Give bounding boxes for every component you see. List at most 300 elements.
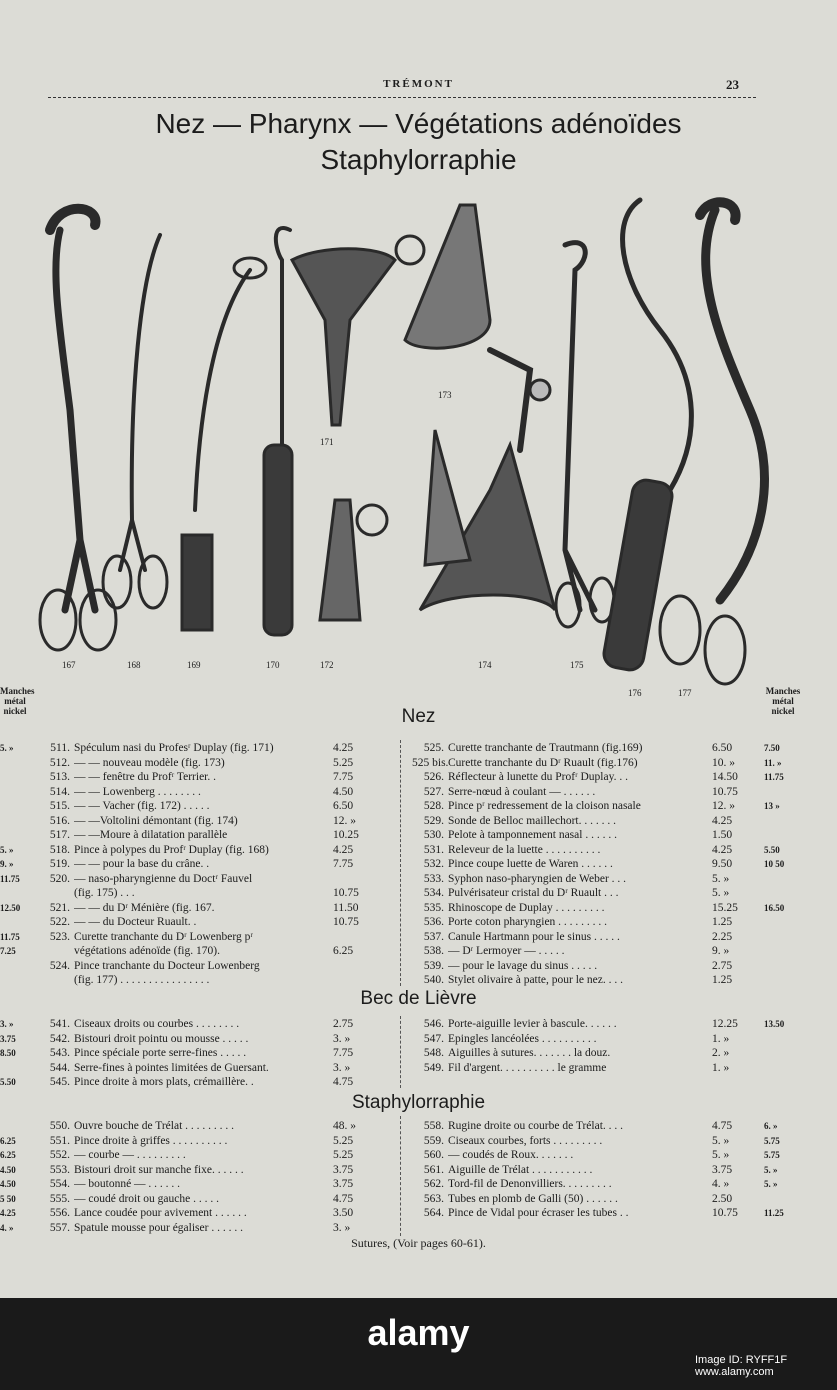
list-item bbox=[412, 785, 764, 799]
item-nickel-price: 7.50 bbox=[764, 743, 780, 753]
item-price: 15.25 bbox=[712, 901, 738, 914]
list-item bbox=[412, 756, 782, 770]
item-price: 3.75 bbox=[333, 1178, 354, 1190]
item-price: 2.75 bbox=[712, 959, 733, 972]
item-price: 3.50 bbox=[333, 1207, 354, 1219]
item-description: — — pour la base du crâne. . bbox=[74, 858, 210, 870]
figure-label-171: 171 bbox=[320, 437, 334, 447]
item-description: Pince spéciale porte serre-fines . . . . . bbox=[74, 1047, 247, 1059]
item-description: Pince droite à griffes . . . . . . . . . . bbox=[74, 1134, 228, 1147]
list-item bbox=[0, 857, 394, 871]
instrument-170 bbox=[276, 228, 290, 450]
item-number: 538. bbox=[423, 945, 444, 957]
item-description: Epingles lancéolées . . . . . . . . . . bbox=[448, 1032, 597, 1045]
item-number: 520. bbox=[49, 872, 70, 885]
item-nickel-price: 3. » bbox=[0, 1019, 14, 1029]
item-nickel-price: 7.25 bbox=[0, 946, 16, 956]
item-description: Porte-aiguille levier à bascule. . . . . . bbox=[448, 1018, 617, 1030]
page-subtitle: Staphylorraphie bbox=[320, 144, 517, 175]
item-description: Lance coudée pour avivement . . . . . . bbox=[74, 1207, 247, 1219]
item-number: 559. bbox=[423, 1134, 444, 1147]
item-number: 542. bbox=[49, 1032, 70, 1045]
list-item bbox=[412, 857, 785, 871]
item-number: 521. bbox=[49, 901, 70, 914]
figure-label-169: 169 bbox=[187, 660, 201, 670]
figure-label-172: 172 bbox=[320, 660, 334, 670]
item-description: Ciseaux courbes, forts . . . . . . . . . bbox=[448, 1134, 603, 1147]
item-price: 10.75 bbox=[712, 1207, 738, 1219]
item-number: 524. bbox=[49, 959, 70, 972]
item-number: 545. bbox=[49, 1076, 70, 1088]
item-description: — —Voltolini démontant (fig. 174) bbox=[74, 814, 238, 827]
item-number: 516. bbox=[49, 814, 70, 827]
instrument-172 bbox=[320, 500, 360, 620]
footnote: Sutures, (Voir pages 60-61). bbox=[351, 1236, 486, 1250]
item-number: 561. bbox=[423, 1163, 444, 1176]
item-description: Syphon naso-pharyngien de Weber . . . bbox=[448, 872, 627, 885]
instrument-illustrations bbox=[20, 190, 820, 700]
column-divider bbox=[400, 1016, 401, 1088]
publisher-header: TRÉMONT bbox=[383, 78, 454, 90]
list-item bbox=[38, 973, 394, 987]
item-description: Tord-fil de Denonvilliers. . . . . . . . . bbox=[448, 1178, 612, 1190]
list-item bbox=[38, 886, 394, 900]
list-item bbox=[0, 1075, 394, 1089]
item-nickel-price: 11.75 bbox=[0, 873, 20, 884]
list-item bbox=[0, 1134, 394, 1148]
item-number: 515. bbox=[49, 800, 70, 812]
item-number: 549. bbox=[423, 1061, 444, 1074]
list-item bbox=[0, 1206, 394, 1220]
item-number: 563. bbox=[423, 1192, 444, 1205]
list-item bbox=[38, 828, 394, 842]
list-item bbox=[38, 770, 394, 784]
item-price: 5. » bbox=[712, 1149, 730, 1161]
item-description: — coudés de Roux. . . . . . . bbox=[448, 1149, 574, 1161]
column-header-word: Manches bbox=[0, 686, 35, 696]
item-number: 512. bbox=[49, 756, 70, 769]
item-description: végétations adénoïde (fig. 170). bbox=[74, 945, 220, 957]
item-description: Curette tranchante du Dʳ Ruault (fig.176) bbox=[448, 756, 638, 769]
item-price: 6.50 bbox=[712, 742, 733, 754]
item-number: 546. bbox=[423, 1018, 444, 1030]
list-item bbox=[0, 1148, 394, 1162]
item-nickel-price: 5. » bbox=[764, 1164, 778, 1175]
list-item bbox=[38, 959, 394, 973]
item-number: 547. bbox=[423, 1032, 444, 1045]
list-item bbox=[0, 872, 394, 886]
item-nickel-price: 5.50 bbox=[0, 1077, 16, 1087]
item-number: 518. bbox=[49, 843, 70, 856]
item-number: 533. bbox=[423, 872, 444, 885]
item-description: — coudé droit ou gauche . . . . . bbox=[74, 1192, 219, 1205]
item-description: Réflecteur à lunette du Profʳ Duplay. . . bbox=[448, 771, 628, 783]
list-item bbox=[0, 1046, 394, 1060]
instrument-177-ring bbox=[660, 596, 700, 664]
item-price: 5. » bbox=[712, 887, 730, 899]
list-item bbox=[412, 741, 780, 755]
list-item bbox=[38, 799, 394, 813]
item-nickel-price: 13.50 bbox=[764, 1019, 785, 1029]
list-item bbox=[0, 1192, 394, 1206]
list-item bbox=[38, 785, 394, 799]
item-nickel-price: 11.75 bbox=[0, 931, 20, 942]
item-number: 531. bbox=[423, 843, 444, 856]
item-description: Curette tranchante de Trautmann (fig.169) bbox=[448, 742, 643, 754]
item-price: 4.75 bbox=[712, 1120, 733, 1132]
item-nickel-price: 11. » bbox=[764, 757, 782, 768]
item-number: 550. bbox=[49, 1120, 70, 1132]
item-price: 9.50 bbox=[712, 858, 733, 870]
list-item bbox=[412, 959, 764, 973]
list-item bbox=[0, 741, 394, 755]
figure-label-177: 177 bbox=[678, 688, 692, 698]
list-item bbox=[0, 930, 394, 944]
item-description: Spéculum nasi du Profesʳ Duplay (fig. 171) bbox=[74, 742, 274, 754]
instrument-169-cup bbox=[234, 258, 266, 278]
item-description: Aiguilles à sutures. . . . . . . la douz. bbox=[448, 1047, 611, 1059]
item-description: Fil d'argent. . . . . . . . . . le gramme bbox=[448, 1061, 607, 1074]
figure-label-175: 175 bbox=[570, 660, 584, 670]
instrument-177-ring2 bbox=[705, 616, 745, 684]
list-item bbox=[0, 944, 394, 958]
item-description: — — Vacher (fig. 172) . . . . . bbox=[74, 800, 210, 812]
item-nickel-price: 9. » bbox=[0, 859, 14, 869]
list-item bbox=[0, 1221, 394, 1235]
instrument-167-ring2 bbox=[80, 590, 116, 650]
item-number: 557. bbox=[49, 1221, 70, 1234]
item-number: 528. bbox=[423, 800, 444, 812]
item-nickel-price: 4.50 bbox=[0, 1164, 16, 1175]
item-number: 552. bbox=[49, 1149, 70, 1161]
list-item bbox=[412, 1134, 780, 1148]
item-number: 541. bbox=[49, 1018, 70, 1030]
item-nickel-price: 5.75 bbox=[764, 1135, 780, 1146]
instrument-169-handle bbox=[182, 535, 212, 630]
column-header-word: métal bbox=[4, 696, 26, 706]
instrument-167-tip bbox=[50, 209, 95, 230]
list-item bbox=[412, 828, 764, 842]
instrument-175 bbox=[565, 243, 595, 610]
figure-label-168: 168 bbox=[127, 660, 141, 670]
item-nickel-price: 5 50 bbox=[0, 1193, 16, 1204]
item-description: Pince de Vidal pour écraser les tubes . . bbox=[448, 1207, 629, 1219]
list-item bbox=[412, 1192, 764, 1206]
item-description: Ciseaux droits ou courbes . . . . . . . . bbox=[74, 1018, 240, 1030]
item-price: 5. » bbox=[712, 872, 730, 885]
item-number: 548. bbox=[423, 1047, 444, 1059]
item-number: 513. bbox=[49, 771, 70, 783]
item-description: Tubes en plomb de Galli (50) . . . . . . bbox=[448, 1192, 618, 1205]
instrument-173-arm bbox=[490, 350, 530, 450]
item-price: 12.25 bbox=[712, 1018, 738, 1030]
instrument-177 bbox=[706, 210, 765, 600]
section-title-nez: Nez bbox=[401, 706, 436, 727]
item-description: — — fenêtre du Profʳ Terrier. . bbox=[74, 771, 216, 783]
list-item bbox=[38, 814, 394, 828]
item-price: 1.50 bbox=[712, 829, 733, 841]
list-item bbox=[412, 915, 764, 929]
item-description: Curette tranchante du Dʳ Lowenberg pʳ bbox=[74, 930, 253, 943]
item-description: Stylet olivaire à patte, pour le nez. . . . bbox=[448, 974, 623, 986]
instrument-170-handle bbox=[264, 445, 292, 635]
item-number: 556. bbox=[49, 1207, 70, 1219]
list-item bbox=[412, 1163, 778, 1177]
item-number: 525. bbox=[423, 742, 444, 754]
item-description: Pince tranchante du Docteur Lowenberg bbox=[74, 959, 260, 972]
item-description: Porte coton pharyngien . . . . . . . . . bbox=[448, 916, 608, 928]
list-item bbox=[412, 814, 764, 828]
item-nickel-price: 5.75 bbox=[764, 1150, 780, 1160]
item-number: 539. bbox=[423, 959, 444, 972]
instrument-167-ring bbox=[40, 590, 76, 650]
item-description: Ouvre bouche de Trélat . . . . . . . . . bbox=[74, 1120, 235, 1132]
item-price: 4.50 bbox=[333, 785, 354, 798]
list-item bbox=[0, 1163, 394, 1177]
item-number: 514. bbox=[49, 785, 70, 798]
list-item bbox=[412, 944, 764, 958]
item-description: Serre-nœud à coulant — . . . . . . bbox=[448, 785, 596, 798]
item-description: — courbe — . . . . . . . . . bbox=[74, 1149, 186, 1161]
item-number: 553. bbox=[49, 1163, 70, 1176]
instrument-168-ring2 bbox=[139, 556, 167, 608]
item-price: 3. » bbox=[333, 1061, 351, 1074]
list-item bbox=[0, 901, 394, 915]
item-number: 551. bbox=[49, 1134, 70, 1147]
item-description: Sonde de Belloc maillechort. . . . . . . bbox=[448, 814, 616, 827]
item-number: 560. bbox=[423, 1149, 444, 1161]
figure-label-167: 167 bbox=[62, 660, 76, 670]
instrument-169 bbox=[195, 270, 250, 510]
item-number: 529. bbox=[423, 814, 444, 827]
item-price: 2.25 bbox=[712, 930, 733, 943]
item-price: 7.75 bbox=[333, 771, 354, 783]
item-price: 4.75 bbox=[333, 1076, 354, 1088]
watermark-url: www.alamy.com bbox=[695, 1366, 774, 1378]
watermark-image-id: Image ID: RYFF1F bbox=[695, 1354, 788, 1366]
instrument-176-handle bbox=[602, 478, 674, 672]
item-description: — pour le lavage du sinus . . . . . bbox=[448, 959, 598, 972]
item-price: 5. » bbox=[712, 1134, 730, 1147]
figure-label-173: 173 bbox=[438, 390, 452, 400]
list-item bbox=[412, 799, 780, 813]
item-price: 4. » bbox=[712, 1178, 730, 1190]
item-number: 555. bbox=[49, 1192, 70, 1205]
list-item bbox=[38, 1119, 394, 1133]
list-item bbox=[412, 1032, 764, 1046]
item-price: 4.75 bbox=[333, 1192, 354, 1205]
item-price: 3. » bbox=[333, 1221, 351, 1234]
item-number: 544. bbox=[49, 1061, 70, 1074]
item-price: 10.75 bbox=[712, 785, 738, 798]
item-price: 4.25 bbox=[333, 742, 354, 754]
list-item bbox=[412, 843, 780, 857]
item-description: Aiguille de Trélat . . . . . . . . . . . bbox=[448, 1163, 593, 1176]
item-description: — — nouveau modèle (fig. 173) bbox=[74, 756, 225, 769]
instrument-176 bbox=[623, 200, 692, 490]
item-price: 4.25 bbox=[712, 814, 733, 827]
item-price: 7.75 bbox=[333, 1047, 354, 1059]
list-item bbox=[412, 770, 784, 784]
item-nickel-price: 8.50 bbox=[0, 1048, 16, 1058]
item-nickel-price: 16.50 bbox=[764, 902, 785, 913]
item-price: 5.25 bbox=[333, 1134, 354, 1147]
item-price: 7.75 bbox=[333, 858, 354, 870]
instrument-168 bbox=[120, 235, 160, 570]
item-description: Bistouri droit sur manche fixe. . . . . . bbox=[74, 1163, 244, 1176]
item-number: 519. bbox=[49, 858, 70, 870]
item-number: 562. bbox=[423, 1178, 444, 1190]
item-description: Pulvérisateur cristal du Dʳ Ruault . . . bbox=[448, 887, 619, 899]
item-nickel-price: 5.50 bbox=[764, 844, 780, 855]
figure-label-174: 174 bbox=[478, 660, 492, 670]
item-nickel-price: 13 » bbox=[764, 801, 780, 811]
item-nickel-price: 5. » bbox=[0, 844, 14, 855]
item-price: 2.50 bbox=[712, 1192, 733, 1205]
item-price: 12. » bbox=[712, 800, 735, 812]
column-header-word: nickel bbox=[3, 706, 27, 716]
instrument-168-ring bbox=[103, 556, 131, 608]
page-title: Nez — Pharynx — Végétations adénoïdes bbox=[155, 108, 682, 139]
item-number: 554. bbox=[49, 1178, 70, 1190]
item-description: Pince à polypes du Profʳ Duplay (fig. 168) bbox=[74, 843, 269, 856]
list-item bbox=[412, 930, 764, 944]
item-price: 48. » bbox=[333, 1120, 356, 1132]
item-price: 5.25 bbox=[333, 756, 354, 769]
item-number: 564. bbox=[423, 1207, 444, 1219]
item-number: 526. bbox=[423, 771, 444, 783]
item-number: 532. bbox=[423, 858, 444, 870]
watermark-banner bbox=[0, 1298, 837, 1390]
item-nickel-price: 11.75 bbox=[764, 772, 784, 782]
item-price: 5.25 bbox=[333, 1149, 354, 1161]
item-number: 525 bis. bbox=[412, 756, 449, 769]
item-nickel-price: 11.25 bbox=[764, 1208, 784, 1218]
item-price: 4.25 bbox=[712, 843, 733, 856]
item-price: 1. » bbox=[712, 1061, 730, 1074]
list-item bbox=[412, 872, 764, 886]
instrument-173 bbox=[405, 205, 490, 348]
item-description: Pince coupe luette de Waren . . . . . . bbox=[448, 858, 613, 870]
item-nickel-price: 6.25 bbox=[0, 1135, 16, 1146]
item-number: 534. bbox=[423, 887, 444, 899]
item-description: Pince pʳ redressement de la cloison nasale bbox=[448, 800, 641, 812]
item-price: 14.50 bbox=[712, 771, 738, 783]
item-description: Rhinoscope de Duplay . . . . . . . . . bbox=[448, 901, 605, 914]
item-number: 522. bbox=[49, 916, 70, 928]
item-description: Pince droite à mors plats, crémaillère. . bbox=[74, 1076, 254, 1088]
list-item bbox=[412, 901, 785, 915]
item-price: 3.75 bbox=[712, 1163, 733, 1176]
item-price: 2.75 bbox=[333, 1018, 354, 1030]
item-nickel-price: 3.75 bbox=[0, 1033, 16, 1044]
instrument-173-wheel bbox=[530, 380, 550, 400]
list-item bbox=[412, 1177, 778, 1191]
item-price: 10.75 bbox=[333, 916, 359, 928]
item-nickel-price: 5. » bbox=[764, 1179, 778, 1189]
item-description: Releveur de la luette . . . . . . . . . . bbox=[448, 843, 601, 856]
item-description: Spatule mousse pour égaliser . . . . . . bbox=[74, 1221, 243, 1234]
list-item bbox=[412, 1046, 764, 1060]
item-description: Rugine droite ou courbe de Trélat. . . . bbox=[448, 1120, 624, 1132]
list-item bbox=[412, 1148, 780, 1162]
item-number: 527. bbox=[423, 785, 444, 798]
item-number: 543. bbox=[49, 1047, 70, 1059]
header-rule bbox=[48, 97, 756, 98]
item-description: — —Moure à dilatation parallèle bbox=[74, 829, 228, 841]
instrument-171-screw bbox=[396, 236, 424, 264]
list-item bbox=[38, 915, 394, 929]
item-price: 10. » bbox=[712, 756, 735, 769]
item-nickel-price: 4.50 bbox=[0, 1179, 16, 1189]
item-description: — — du Docteur Ruault. . bbox=[74, 916, 197, 928]
list-item bbox=[0, 843, 394, 857]
item-description: — naso-pharyngienne du Doctʳ Fauvel bbox=[74, 872, 253, 885]
item-number: 540. bbox=[423, 974, 444, 986]
column-divider bbox=[400, 740, 401, 986]
item-price: 4.25 bbox=[333, 843, 354, 856]
item-nickel-price: 5. » bbox=[0, 743, 14, 753]
item-price: 9. » bbox=[712, 945, 730, 957]
item-description: — boutonné — . . . . . . bbox=[74, 1178, 181, 1190]
item-nickel-price: 6. » bbox=[764, 1121, 778, 1131]
list-item bbox=[412, 973, 764, 987]
item-description: (fig. 175) . . . bbox=[74, 887, 135, 899]
item-price: 11.50 bbox=[333, 901, 359, 914]
item-price: 1. » bbox=[712, 1032, 730, 1045]
item-description: Canule Hartmann pour le sinus . . . . . bbox=[448, 930, 620, 943]
item-price: 6.25 bbox=[333, 945, 354, 957]
page-number: 23 bbox=[726, 77, 739, 92]
item-price: 6.50 bbox=[333, 800, 354, 812]
item-nickel-price: 10 50 bbox=[764, 859, 785, 869]
section-title-bec-de-lievre: Bec de Lièvre bbox=[360, 988, 477, 1009]
instrument-174-cone bbox=[425, 430, 470, 565]
list-item bbox=[412, 886, 764, 900]
item-description: Pelote à tamponnement nasal . . . . . . bbox=[448, 829, 617, 841]
item-nickel-price: 12.50 bbox=[0, 902, 21, 913]
item-price: 10.25 bbox=[333, 829, 359, 841]
list-item bbox=[412, 1017, 785, 1031]
item-description: — — du Dʳ Ménière (fig. 167. bbox=[74, 901, 215, 914]
item-number: 517. bbox=[49, 829, 70, 841]
item-description: (fig. 177) . . . . . . . . . . . . . . . . bbox=[74, 974, 210, 986]
item-price: 3.75 bbox=[333, 1163, 354, 1176]
item-price: 3. » bbox=[333, 1032, 351, 1045]
list-item bbox=[412, 1206, 784, 1220]
item-nickel-price: 4.25 bbox=[0, 1208, 16, 1218]
list-item bbox=[412, 1119, 778, 1133]
column-header-word: nickel bbox=[771, 706, 795, 716]
item-number: 523. bbox=[49, 930, 70, 943]
item-number: 558. bbox=[423, 1120, 444, 1132]
list-item bbox=[412, 1061, 764, 1075]
instrument-174-screw bbox=[357, 505, 387, 535]
item-number: 536. bbox=[423, 916, 444, 928]
item-description: Bistouri droit pointu ou mousse . . . . . bbox=[74, 1032, 249, 1045]
list-item bbox=[0, 1177, 394, 1191]
instrument-171 bbox=[292, 249, 395, 425]
item-description: — Dʳ Lermoyer — . . . . . bbox=[448, 945, 565, 957]
instrument-167 bbox=[56, 230, 95, 610]
item-price: 12. » bbox=[333, 814, 356, 827]
item-price: 10.75 bbox=[333, 887, 359, 899]
figure-label-176: 176 bbox=[628, 688, 642, 698]
item-number: 537. bbox=[423, 930, 444, 943]
item-number: 535. bbox=[423, 901, 444, 914]
item-price: 1.25 bbox=[712, 916, 733, 928]
item-description: — — Lowenberg . . . . . . . . bbox=[74, 785, 201, 798]
